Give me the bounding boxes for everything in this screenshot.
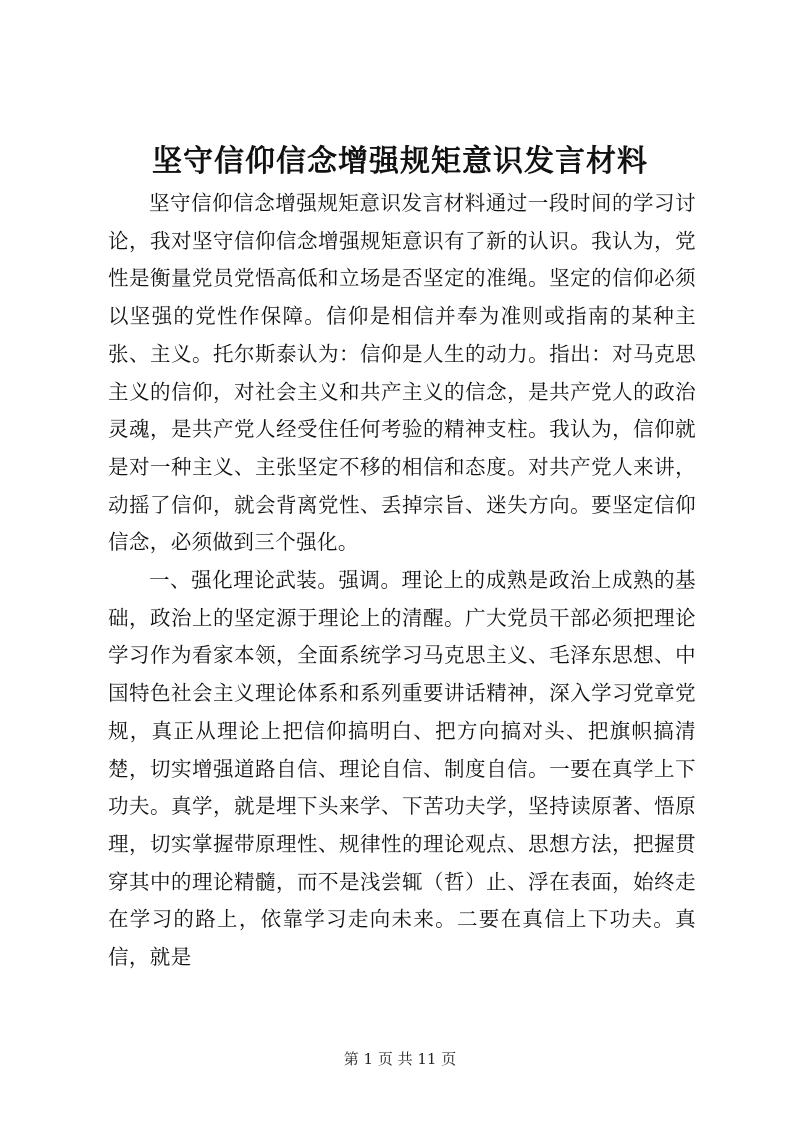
page-footer: 第 1 页 共 11 页: [343, 1050, 457, 1068]
paragraph: 一、强化理论武装。强调。理论上的成熟是政治上成熟的基础，政治上的坚定源于理论上的清醒。广大党员干部必须把理论学习作为看家本领，全面系统学习马克思主义、毛泽东思想、中国特色社会主义理论体系和系列重要讲话精神，深入学习党章党规，真正从理论上把信仰搞明白、把方向搞对头、把旗帜搞清楚，切实增强道路自信、理论自信、制度自信。一要在真学上下功夫。真学，就是埋下头来学、下苦功夫学，坚持读原著、悟原理，切实掌握带原理性、规律性的理论观点、思想方法，把握贯穿其中的理论精髓，而不是浅尝辄（哲）止、浮在表面，始终走在学习的路上，依靠学习走向未来。二要在真信上下功夫。真信，就是: [108, 568, 696, 970]
document-title: 坚守信仰信念增强规矩意识发言材料: [152, 144, 648, 179]
document-body: [108, 185, 696, 977]
paragraph: 坚守信仰信念增强规矩意识发言材料通过一段时间的学习讨论，我对坚守信仰信念增强规矩意识有了新的认识。我认为，党性是衡量党员党悟高低和立场是否坚定的准绳。坚定的信仰必须以坚强的党性作保障。信仰是相信并奉为准则或指南的某种主张、主义。托尔斯泰认为：信仰是人生的动力。指出：对马克思主义的信仰，对社会主义和共产主义的信念，是共产党人的政治灵魂，是共产党人经受住任何考验的精神支柱。我认为，信仰就是对一种主义、主张坚定不移的相信和态度。对共产党人来讲，动摇了信仰，就会背离党性、丢掉宗旨、迷失方向。要坚定信仰信念，必须做到三个强化。: [108, 191, 696, 555]
